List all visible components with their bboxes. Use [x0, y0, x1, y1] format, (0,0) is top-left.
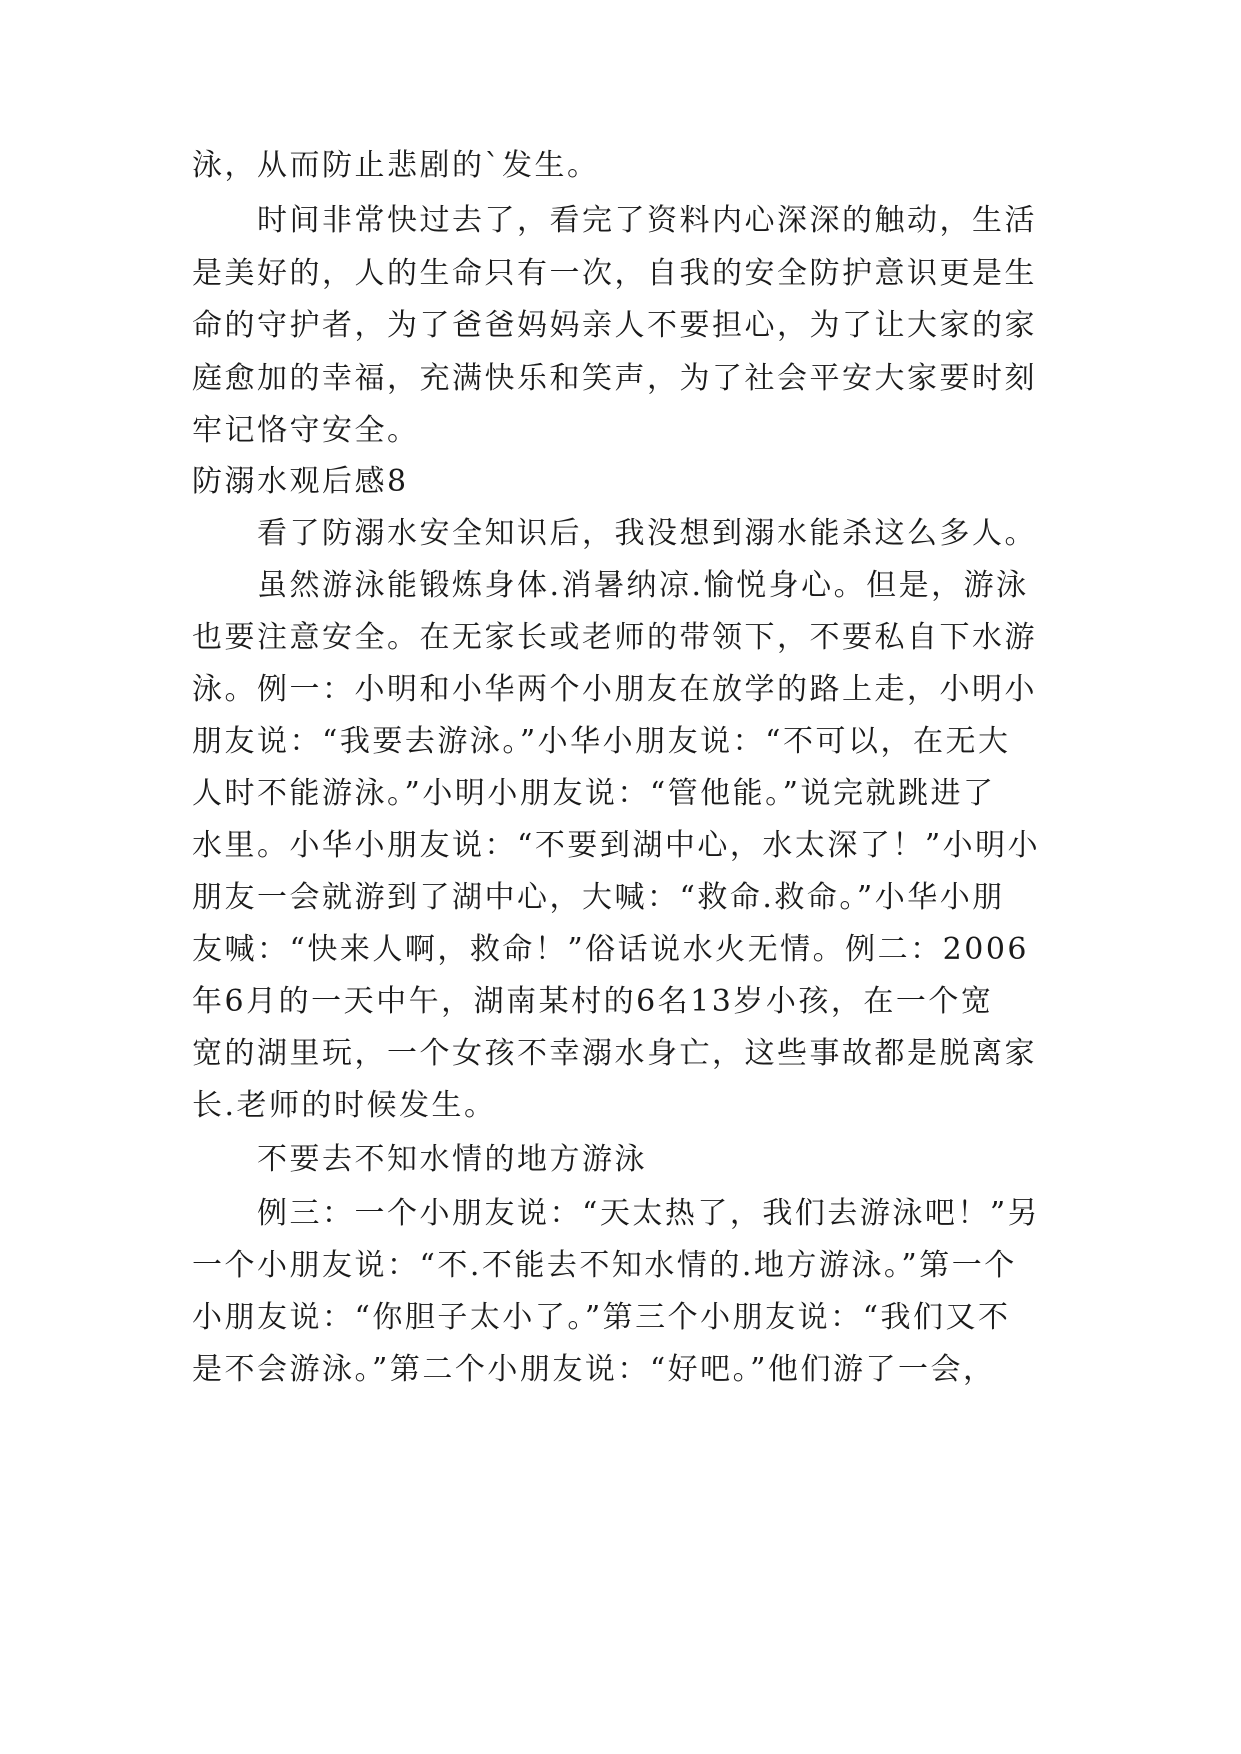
paragraph-line: 庭愈加的幸福，充满快乐和笑声，为了社会平安大家要时刻: [192, 361, 1037, 396]
paragraph-line: 水里。小华小朋友说：“不要到湖中心，水太深了！”小明小: [192, 828, 1041, 863]
paragraph-line: 宽的湖里玩，一个女孩不幸溺水身亡，这些事故都是脱离家: [192, 1036, 1037, 1071]
paragraph-line: 看了防溺水安全知识后，我没想到溺水能杀这么多人。: [257, 516, 1037, 551]
paragraph-line: 也要注意安全。在无家长或老师的带领下，不要私自下水游: [192, 620, 1037, 655]
paragraph-line: 友喊：“快来人啊，救命！”俗话说水火无情。例二：2006: [192, 932, 1030, 967]
section-heading: 防溺水观后感8: [192, 464, 409, 499]
subheading: 不要去不知水情的地方游泳: [257, 1142, 647, 1177]
paragraph-line: 泳，从而防止悲剧的`发生。: [192, 148, 600, 183]
paragraph-line: 虽然游泳能锻炼身体.消暑纳凉.愉悦身心。但是，游泳: [257, 568, 1029, 603]
paragraph-line: 是美好的，人的生命只有一次，自我的安全防护意识更是生: [192, 256, 1037, 291]
paragraph-line: 人时不能游泳。”小明小朋友说：“管他能。”说完就跳进了: [192, 776, 996, 811]
paragraph-line: 时间非常快过去了，看完了资料内心深深的触动，生活: [257, 203, 1037, 238]
paragraph-line: 小朋友说：“你胆子太小了。”第三个小朋友说：“我们又不: [192, 1300, 1011, 1335]
paragraph-line: 长.老师的时候发生。: [192, 1088, 497, 1123]
paragraph-line: 一个小朋友说：“不.不能去不知水情的.地方游泳。”第一个: [192, 1248, 1017, 1283]
paragraph-line: 牢记恪守安全。: [192, 413, 420, 448]
paragraph-line: 朋友说：“我要去游泳。”小华小朋友说：“不可以，在无大: [192, 724, 1011, 759]
paragraph-line: 年6月的一天中午，湖南某村的6名13岁小孩，在一个宽: [192, 984, 994, 1019]
paragraph-line: 命的守护者，为了爸爸妈妈亲人不要担心，为了让大家的家: [192, 308, 1037, 343]
paragraph-line: 朋友一会就游到了湖中心，大喊：“救命.救命。”小华小朋: [192, 880, 1005, 915]
paragraph-line: 泳。例一：小明和小华两个小朋友在放学的路上走，小明小: [192, 672, 1037, 707]
paragraph-line: 例三：一个小朋友说：“天太热了，我们去游泳吧！”另: [257, 1196, 1041, 1231]
paragraph-line: 是不会游泳。”第二个小朋友说：“好吧。”他们游了一会，: [192, 1352, 996, 1387]
